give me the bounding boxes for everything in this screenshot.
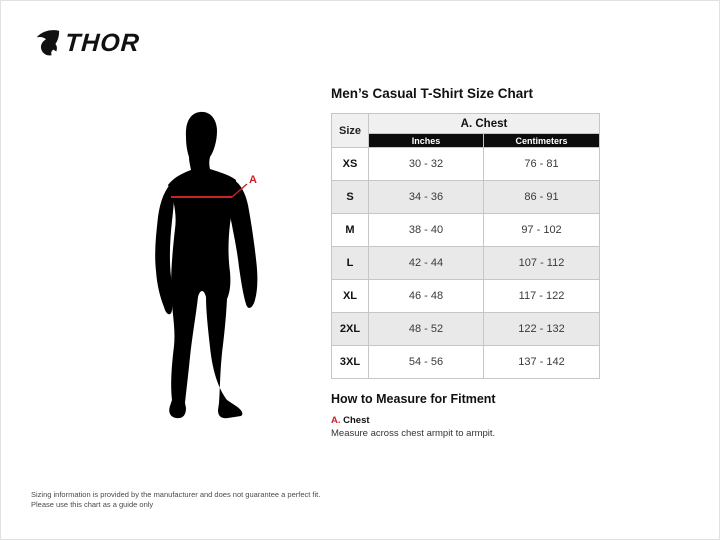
table-row [332,181,600,214]
page-title: Men’s Casual T-Shirt Size Chart [331,86,534,101]
body-silhouette-figure [131,89,311,454]
size-label: 3XL [332,346,369,379]
table-row [332,280,600,313]
size-label: S [332,181,369,214]
thor-horns-icon [31,28,61,58]
size-label: XL [332,280,369,313]
inches-column-header: Inches [369,134,484,148]
size-chart-table [331,113,600,379]
table-row [332,214,600,247]
centimeters-value: 137 - 142 [484,346,600,379]
disclaimer [31,490,320,509]
disclaimer-line-1: Sizing information is provided by the manufacturer and does not guarantee a perfect fit. [31,490,321,499]
centimeters-value: 107 - 112 [484,247,600,280]
centimeters-column-header: Centimeters [484,134,600,148]
inches-value: 38 - 40 [369,214,484,247]
centimeters-value: 97 - 102 [484,214,600,247]
disclaimer-line-2: Please use this chart as a guide only [31,499,154,509]
inches-value: 34 - 36 [369,181,484,214]
table-row [332,313,600,346]
centimeters-value: 117 - 122 [484,280,600,313]
size-label: M [332,214,369,247]
male-silhouette [155,112,257,418]
inches-value: 30 - 32 [369,148,484,181]
inches-value: 54 - 56 [369,346,484,379]
table-row [332,346,600,379]
table-row [332,148,600,181]
size-label: 2XL [332,313,369,346]
marker-a-label: A [249,174,257,186]
size-label: XS [332,148,369,181]
centimeters-value: 86 - 91 [484,181,600,214]
centimeters-value: 122 - 132 [484,313,600,346]
measure-item-name: Chest [343,415,370,426]
measure-item-label [331,415,370,426]
inches-value: 46 - 48 [369,280,484,313]
centimeters-value: 76 - 81 [484,148,600,181]
table-row [332,247,600,280]
size-label: L [332,247,369,280]
thor-logo [31,28,140,58]
measure-section-heading: How to Measure for Fitment [331,392,496,406]
measure-item-description: Measure across chest armpit to armpit. [331,428,496,439]
brand-wordmark: THOR [64,29,141,57]
chest-group-header: A. Chest [369,114,600,134]
size-column-header: Size [332,114,369,148]
inches-value: 48 - 52 [369,313,484,346]
inches-value: 42 - 44 [369,247,484,280]
measure-item-key: A. [331,415,341,426]
